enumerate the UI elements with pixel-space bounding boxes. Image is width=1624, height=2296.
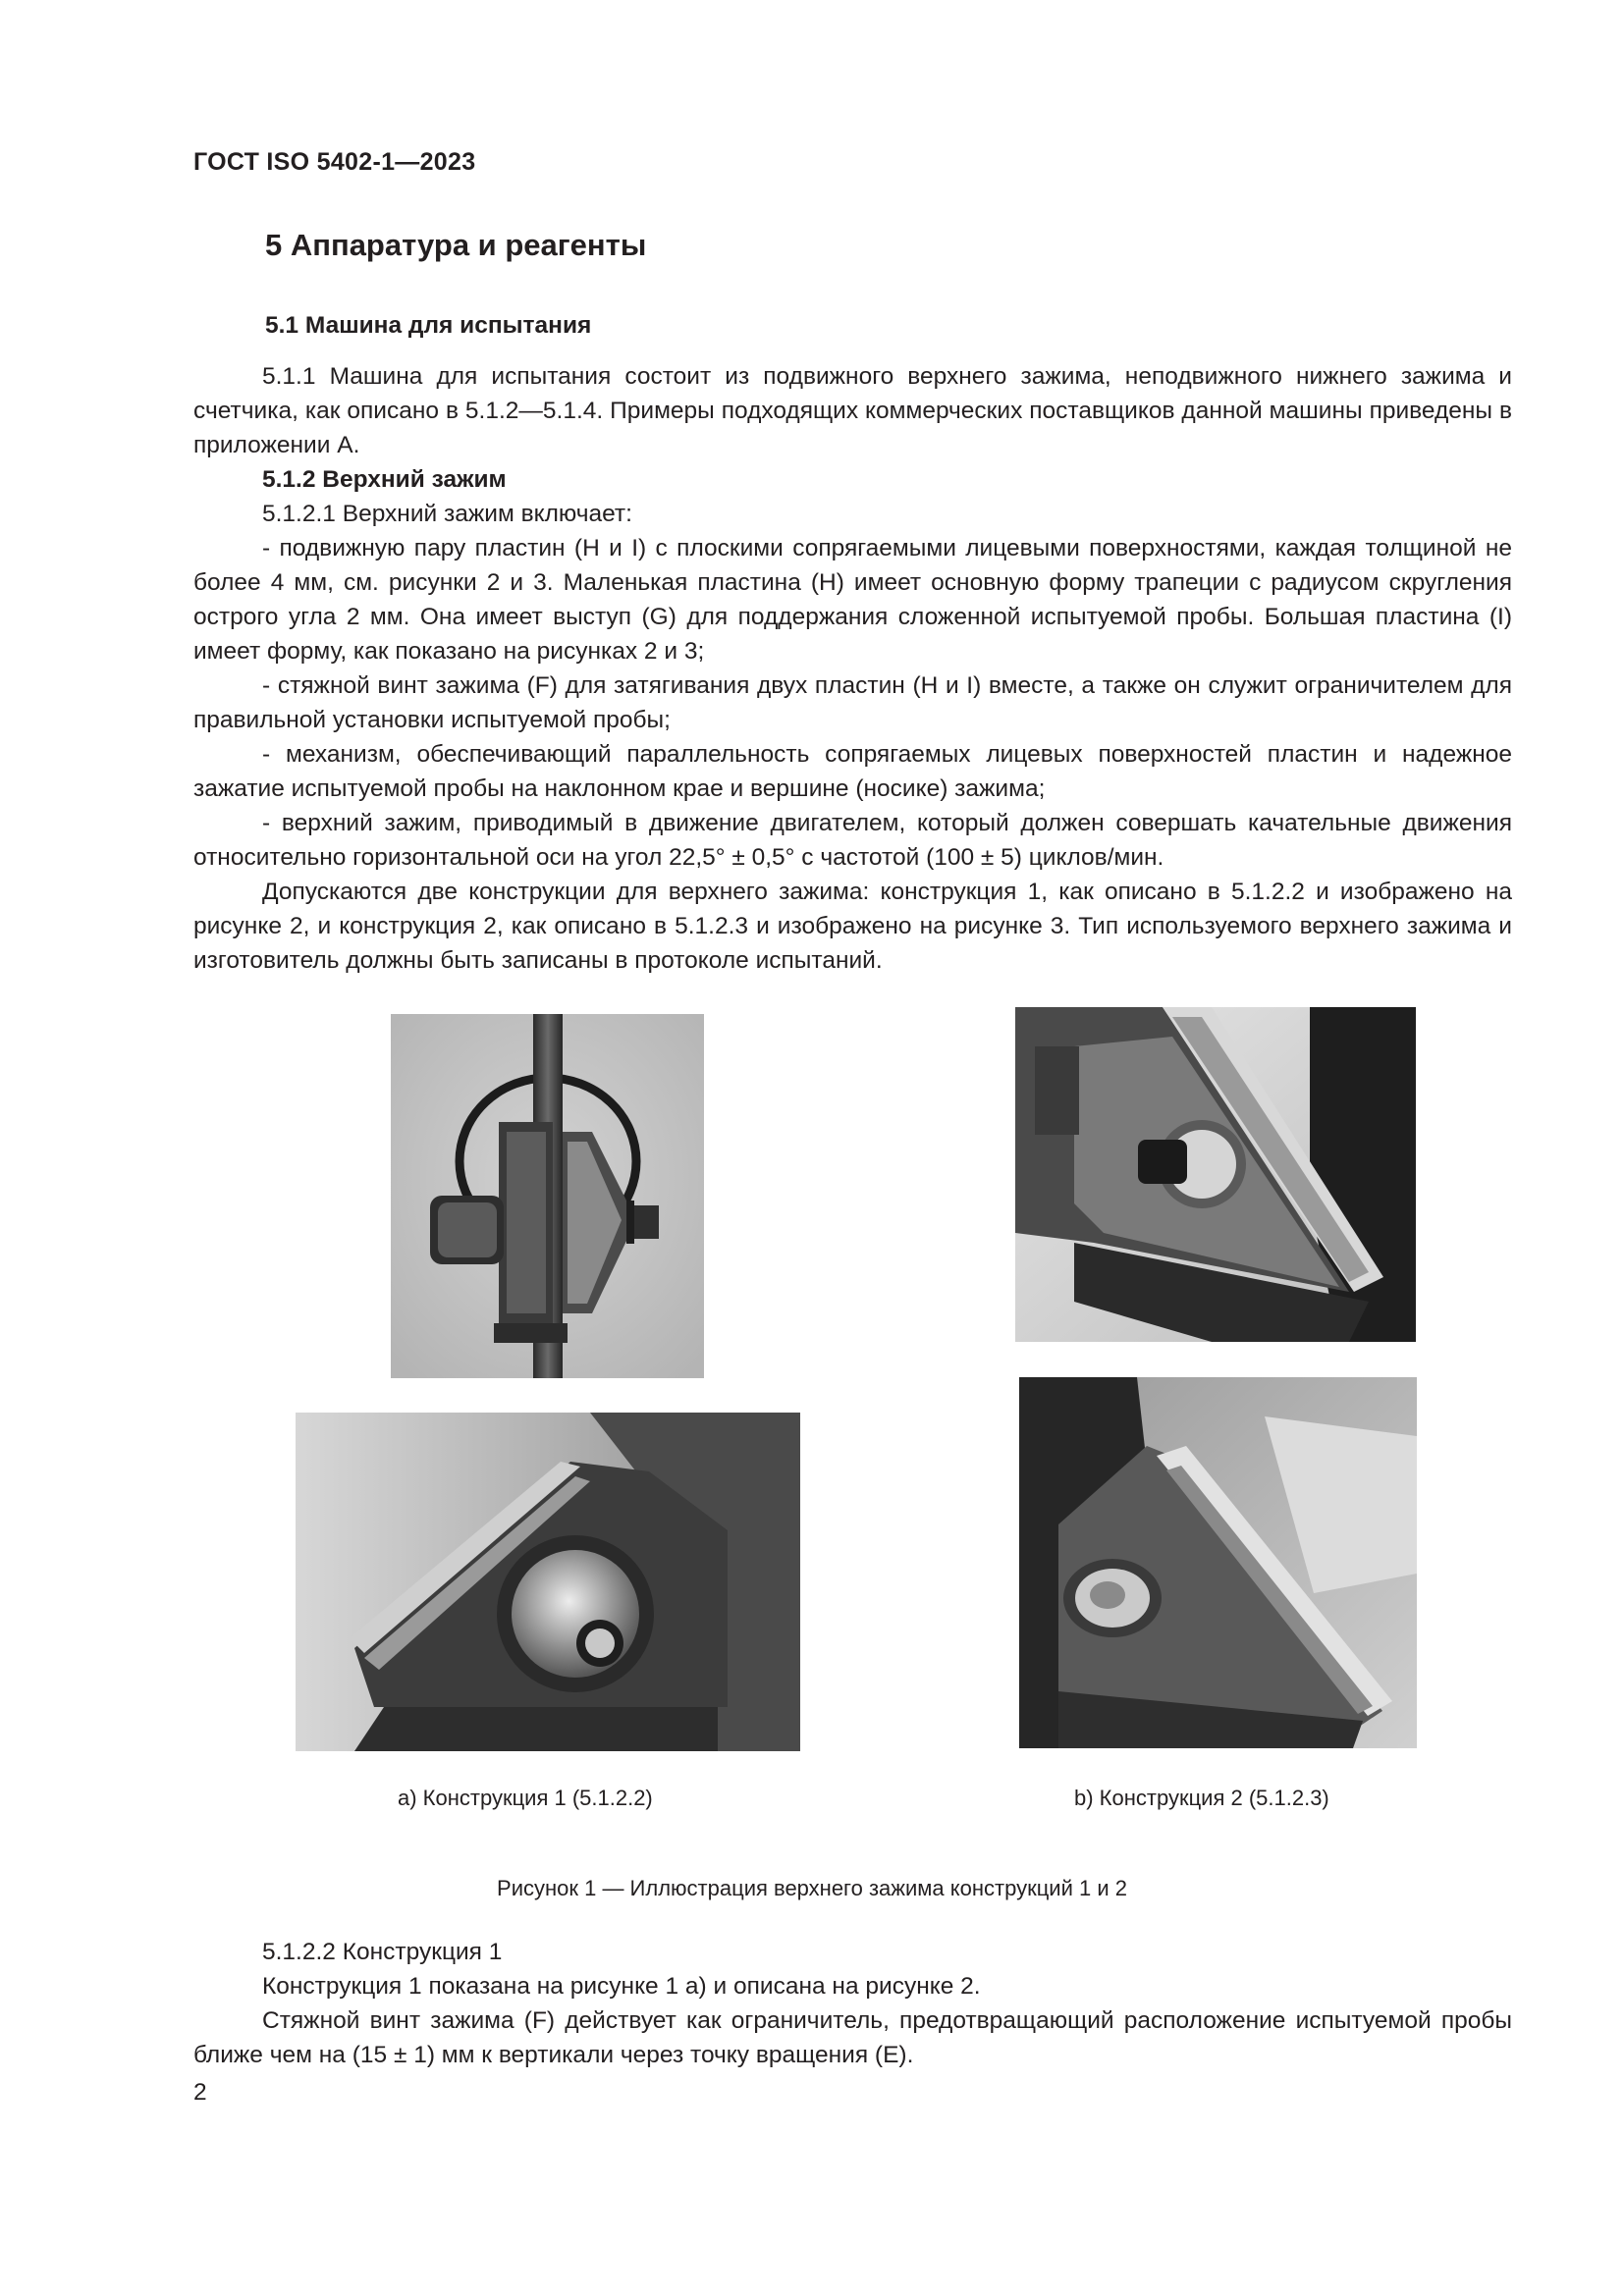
heading-5-1-2-2: 5.1.2.2 Конструкция 1: [262, 1939, 503, 1965]
photo-design1-front: [391, 1014, 704, 1378]
list-item: - подвижную пару пластин (Н и I) с плоскими сопрягаемыми лицевыми поверхностями, каждая толщиной не более 4 мм, см. рисунки 2 и 3. Маленькая пластина (Н) имеет основную форму трапеции с радиусом скругления острого угла 2 мм. Она имеет выступ (G) для поддержания сложенной испытуемой пробы. Большая пластина (I) имеет форму, как показано на рисунках 2 и 3;: [193, 535, 1512, 665]
photo-design2-side: [1019, 1377, 1417, 1748]
list-item: - верхний зажим, приводимый в движение двигателем, который должен совершать качательные движения относительно горизонтальной оси на угол 22,5° ± 0,5° с частотой (100 ± 5) циклов/мин.: [193, 810, 1512, 871]
paragraph-5-1-2-1: 5.1.2.1 Верхний зажим включает:: [262, 501, 632, 527]
figure-caption-a: а) Конструкция 1 (5.1.2.2): [398, 1786, 653, 1810]
body-text: [193, 359, 1512, 978]
paragraph-designs: Допускаются две конструкции для верхнего зажима: конструкция 1, как описано в 5.1.2.2 и изображено на рисунке 2, и конструкция 2, как описано в 5.1.2.3 и изображено на рисунке 3. Тип используемого верхнего зажима и изготовитель должны быть записаны в протоколе испытаний.: [193, 879, 1512, 974]
figure-caption-b: b) Конструкция 2 (5.1.2.3): [1074, 1786, 1329, 1810]
body-text-2: [193, 1935, 1512, 2072]
paragraph-design1-ref: Конструкция 1 показана на рисунке 1 а) и описана на рисунке 2.: [262, 1973, 981, 2000]
subsection-title: 5.1 Машина для испытания: [265, 312, 592, 339]
page-number: 2: [193, 2079, 207, 2106]
list-item: - механизм, обеспечивающий параллельность сопрягаемых лицевых поверхностей пластин и надежное зажатие испытуемой пробы на наклонном крае и вершине (носике) зажима;: [193, 741, 1512, 802]
section-title: 5 Аппаратура и реагенты: [265, 228, 647, 262]
document-code: ГОСТ ISO 5402-1—2023: [193, 148, 476, 176]
paragraph-screw-limiter: Стяжной винт зажима (F) действует как ограничитель, предотвращающий расположение испытуемой пробы ближе чем на (15 ± 1) мм к вертикали через точку вращения (Е).: [193, 2007, 1512, 2068]
photo-design2-top: [1015, 1007, 1416, 1342]
heading-5-1-2: 5.1.2 Верхний зажим: [262, 466, 507, 493]
figure-title: Рисунок 1 — Иллюстрация верхнего зажима конструкций 1 и 2: [497, 1876, 1127, 1900]
paragraph-5-1-1: 5.1.1 Машина для испытания состоит из подвижного верхнего зажима, неподвижного нижнего зажима и счетчика, как описано в 5.1.2—5.1.4. Примеры подходящих коммерческих поставщиков данной машины приведены в приложении А.: [193, 363, 1512, 458]
list-item: - стяжной винт зажима (F) для затягивания двух пластин (Н и I) вместе, а также он служит ограничителем для правильной установки испытуемой пробы;: [193, 672, 1512, 733]
photo-design1-side: [296, 1413, 800, 1751]
